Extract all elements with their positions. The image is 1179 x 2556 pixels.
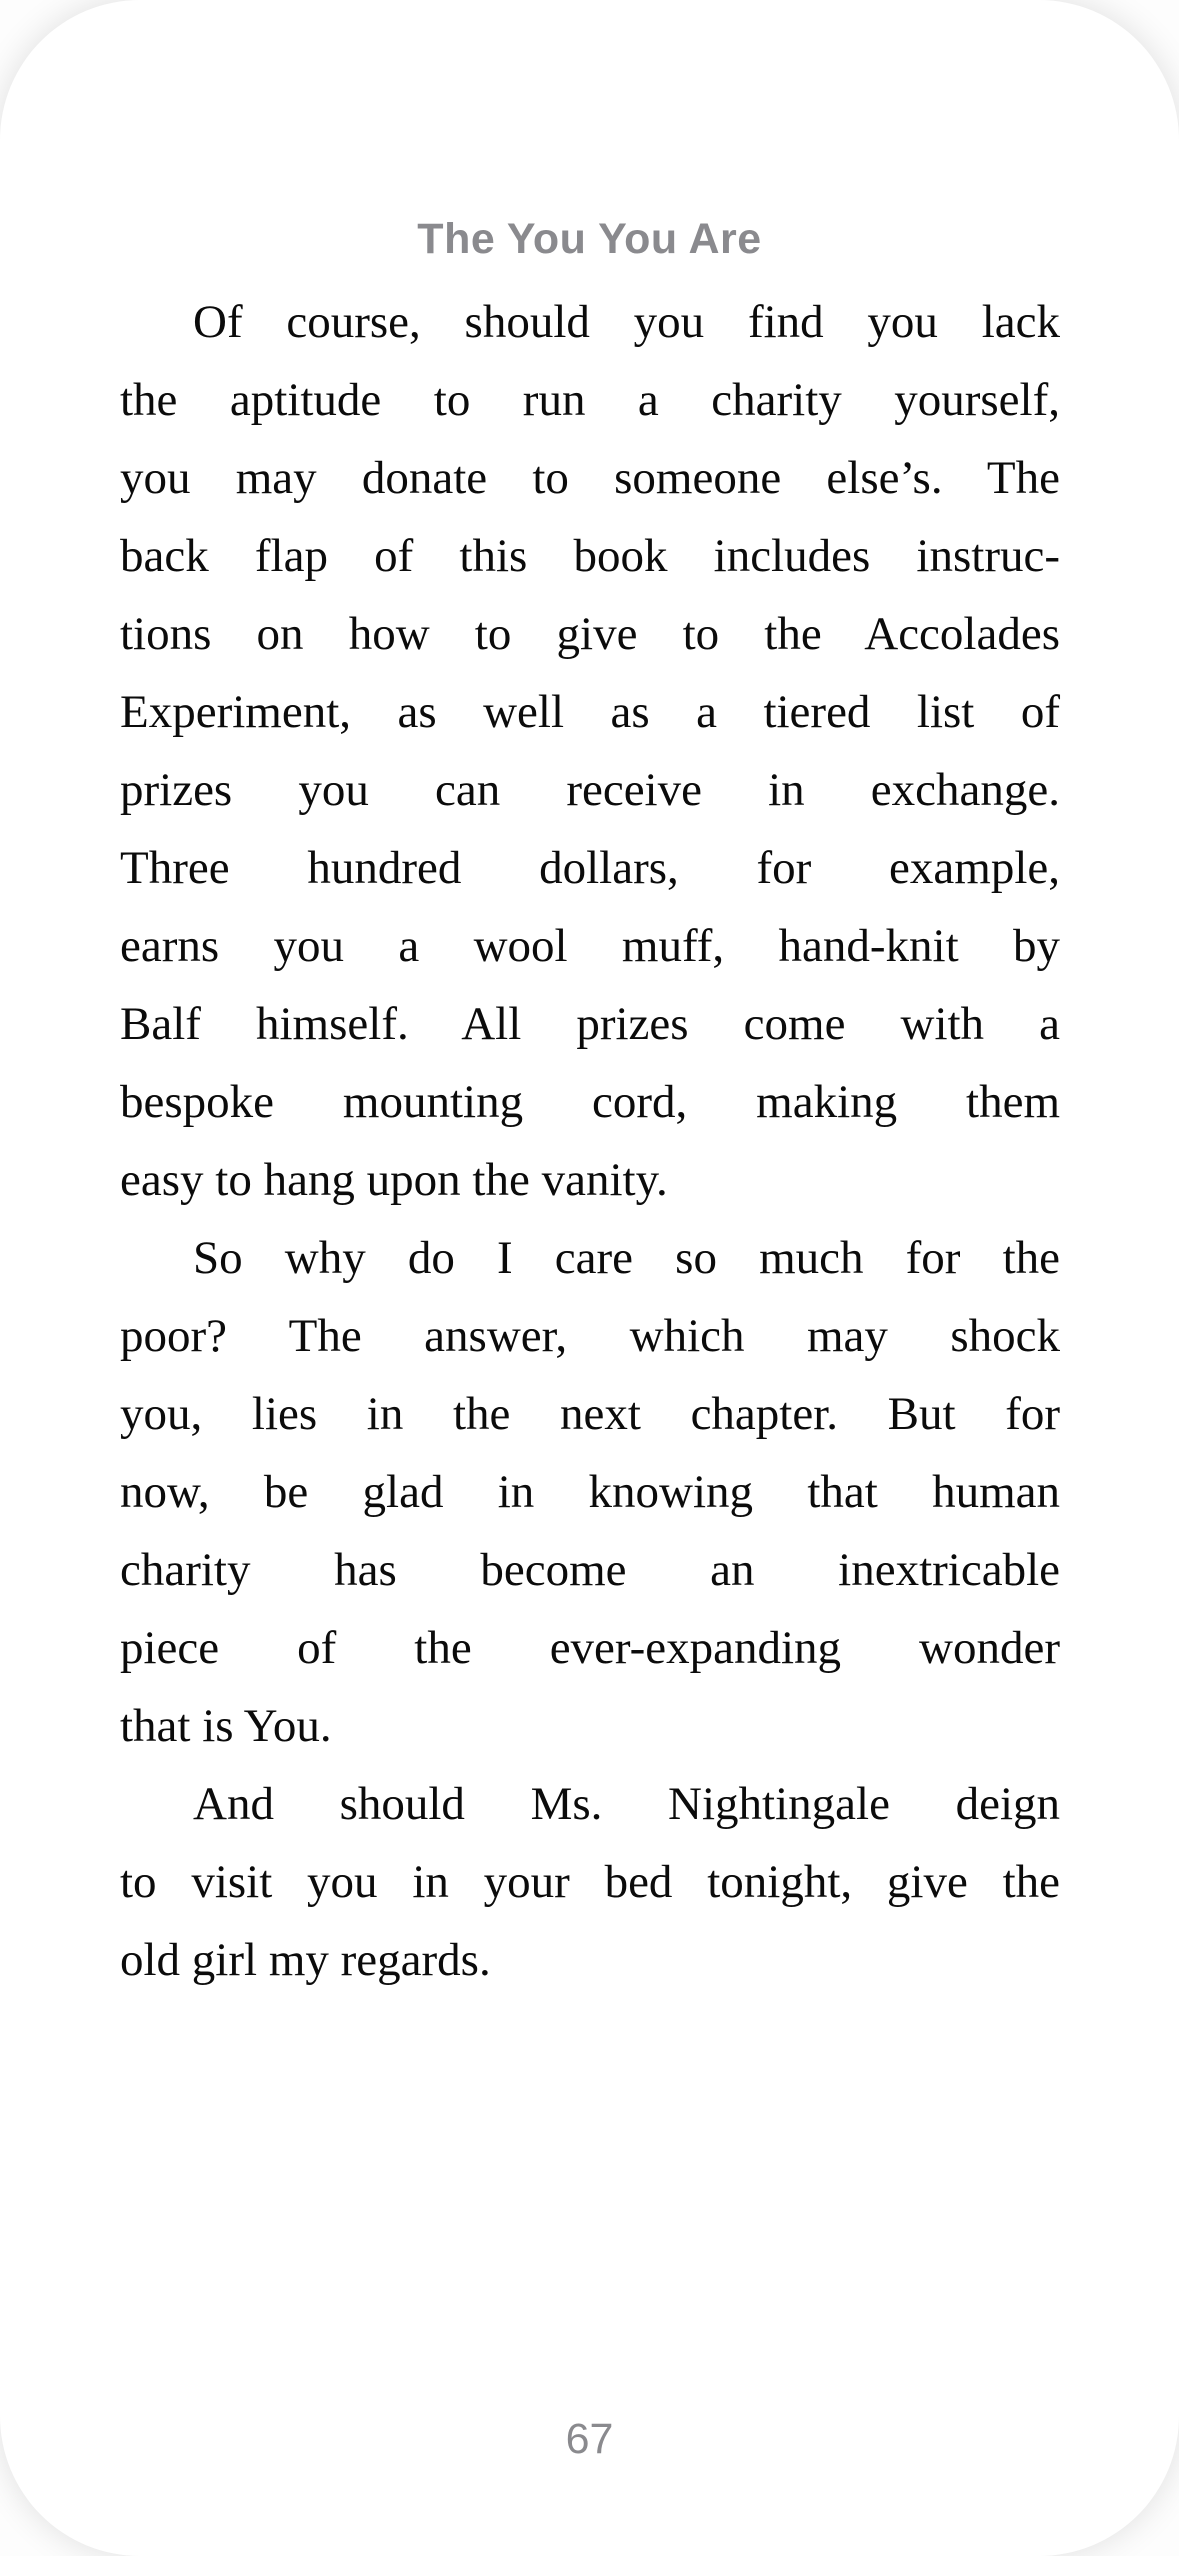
text-line: Experiment, as well as a tiered list of <box>120 686 1060 738</box>
page-number: 67 <box>565 2415 614 2463</box>
text-line: tions on how to give to the Accolades <box>120 608 1060 660</box>
reader-page-tap-area[interactable] <box>120 283 1060 1999</box>
text-line: bespoke mounting cord, making them <box>120 1076 1060 1128</box>
text-line: Of course, should you find you lack <box>193 296 1060 348</box>
text-line: back flap of this book includes instruc- <box>120 530 1060 582</box>
text-line: Three hundred dollars, for example, <box>120 842 1060 894</box>
text-line: you, lies in the next chapter. But for <box>120 1388 1060 1440</box>
text-line: piece of the ever-expanding wonder <box>120 1622 1060 1674</box>
text-line: you may donate to someone else’s. The <box>120 452 1060 504</box>
text-line: the aptitude to run a charity yourself, <box>120 374 1060 426</box>
text-line: And should Ms. Nightingale deign <box>193 1778 1060 1830</box>
book-title-header: The You You Are <box>417 215 762 263</box>
text-line: poor? The answer, which may shock <box>120 1310 1060 1362</box>
text-line: now, be glad in knowing that human <box>120 1466 1060 1518</box>
text-line: old girl my regards. <box>120 1934 491 1986</box>
text-line: Balf himself. All prizes come with a <box>120 998 1060 1050</box>
text-line: charity has become an inextricable <box>120 1544 1060 1596</box>
text-line: to visit you in your bed tonight, give the <box>120 1856 1060 1908</box>
text-line: easy to hang upon the vanity. <box>120 1154 668 1206</box>
text-line: earns you a wool muff, hand-knit by <box>120 920 1060 972</box>
text-line: So why do I care so much for the <box>193 1232 1060 1284</box>
paragraph <box>120 1219 1060 1765</box>
paragraph <box>120 1765 1060 1999</box>
text-line: that is You. <box>120 1700 332 1752</box>
paragraph <box>120 283 1060 1219</box>
text-line: prizes you can receive in exchange. <box>120 764 1060 816</box>
